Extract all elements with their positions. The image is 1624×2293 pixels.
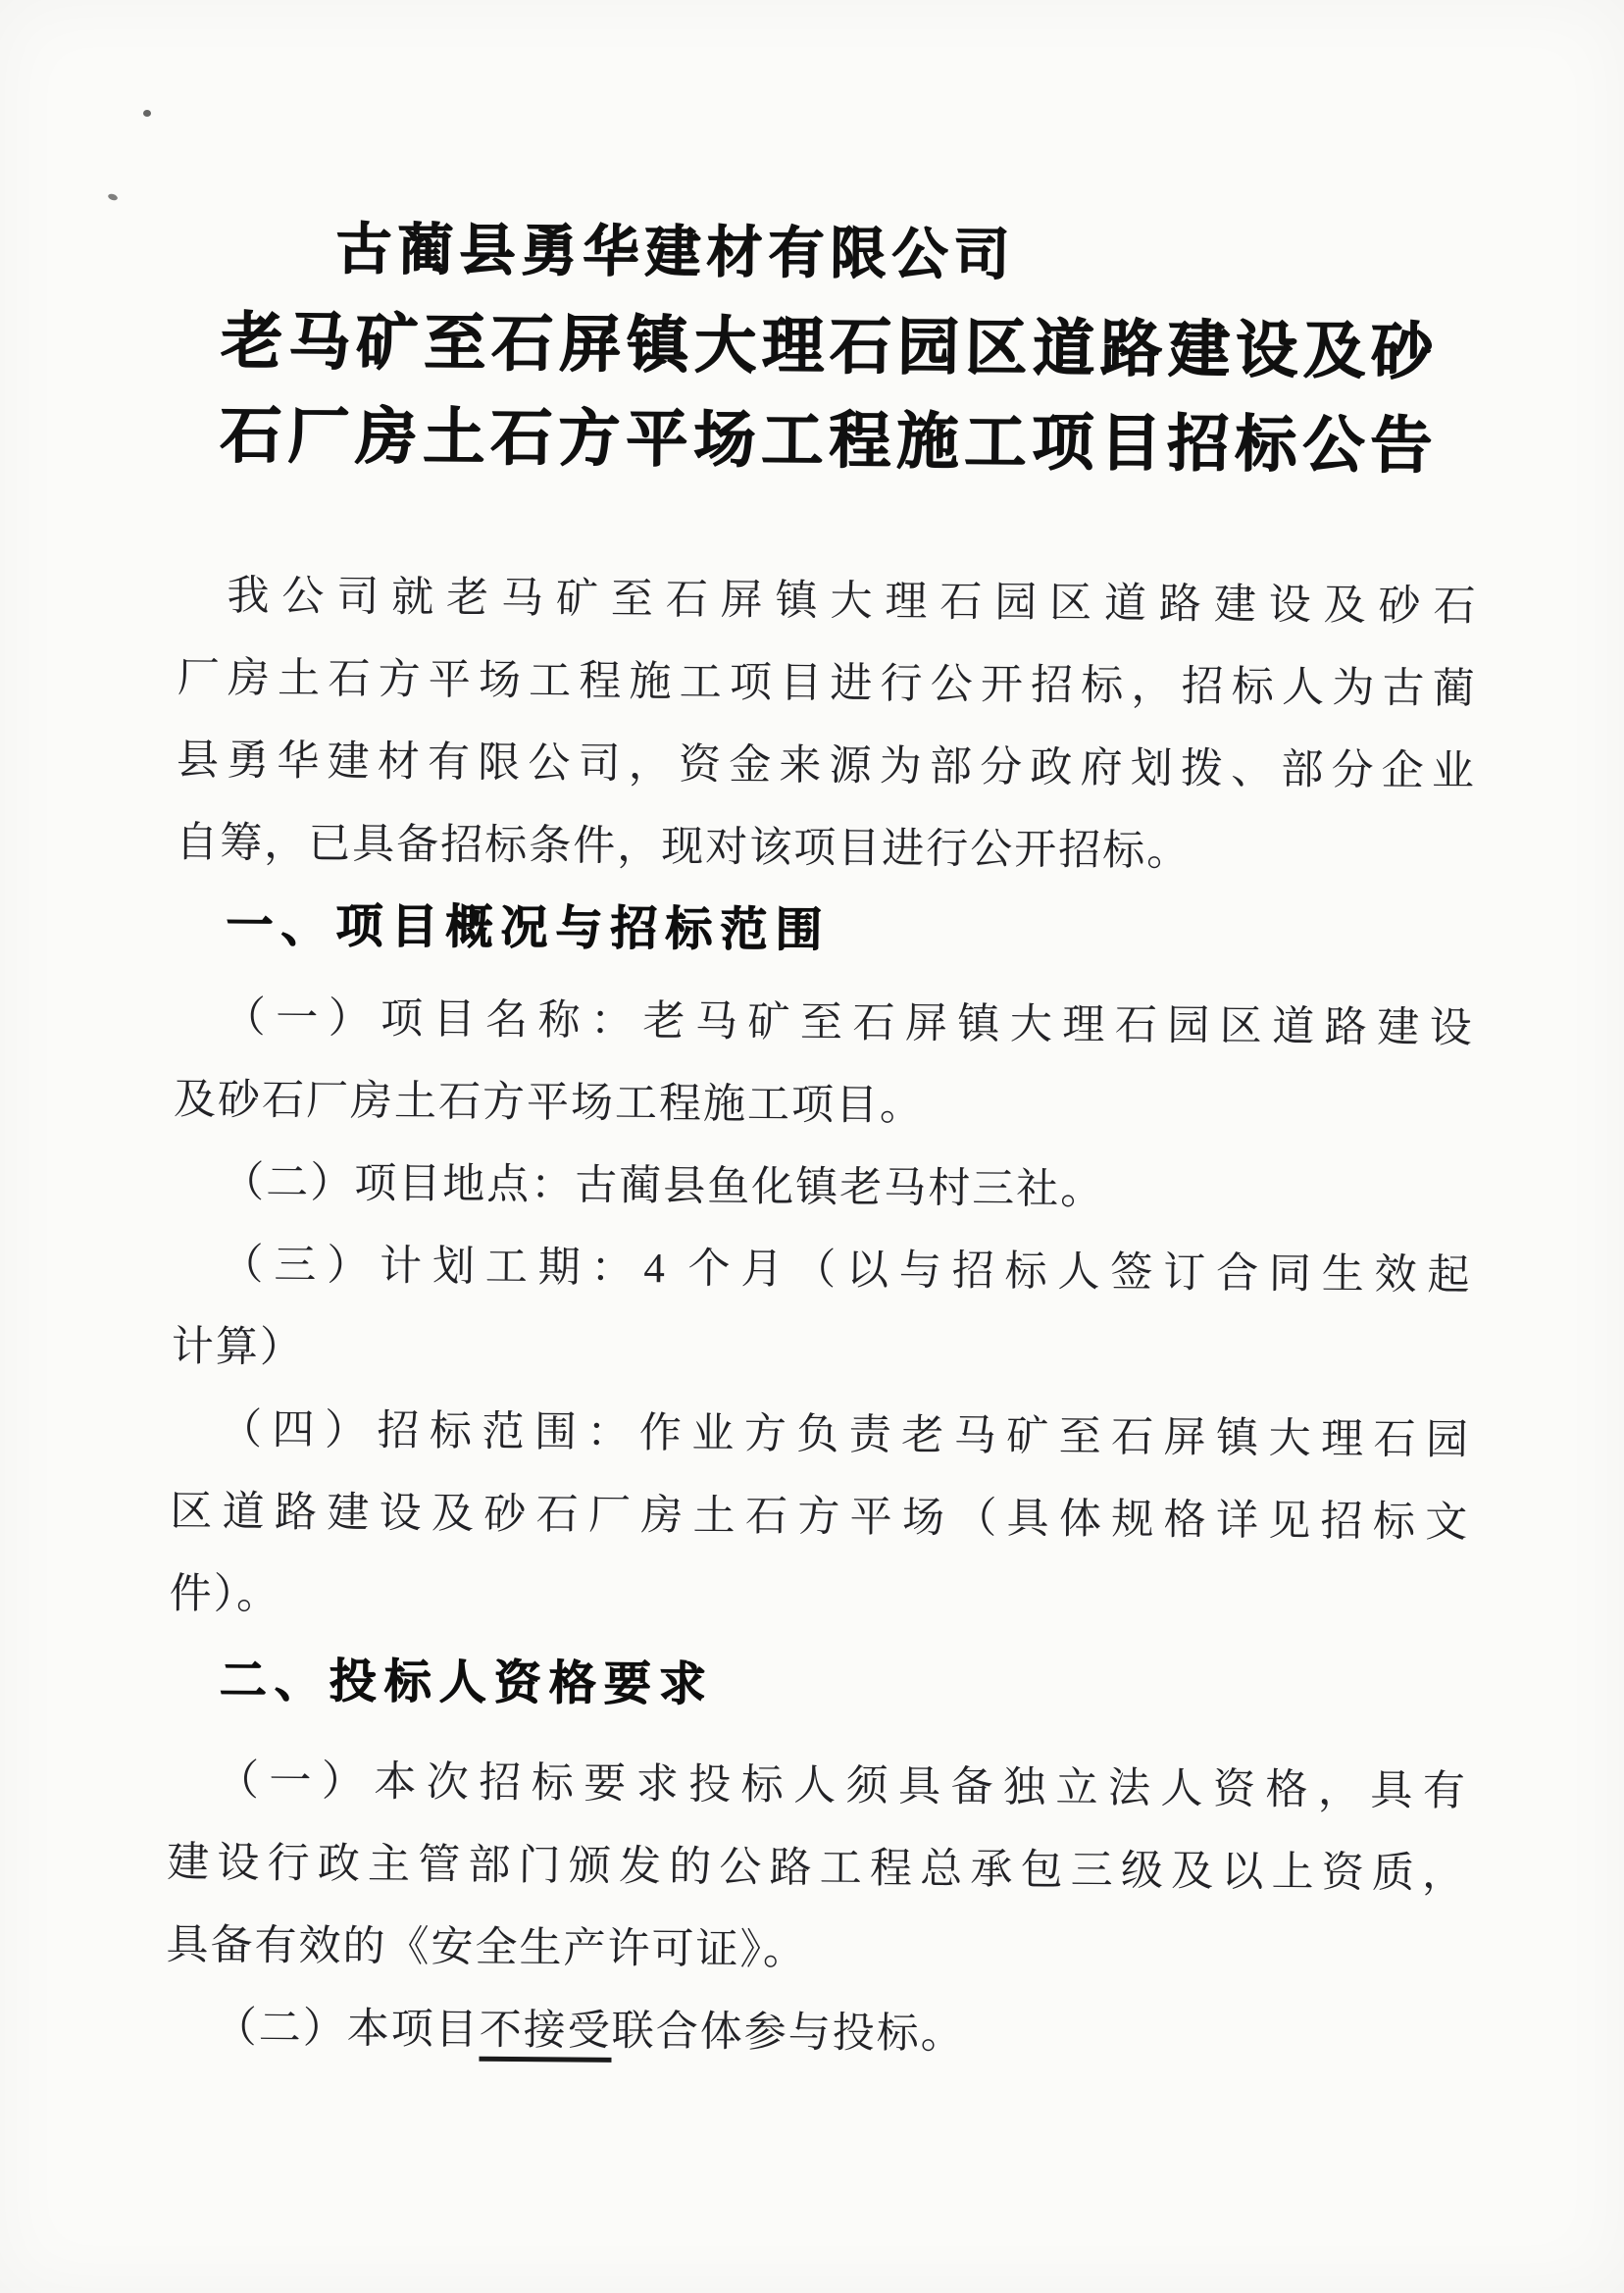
- no-consortium-suffix: 联合体参与投标。: [611, 2008, 965, 2059]
- intro-paragraph: [176, 555, 1478, 896]
- section2-heading: 二、投标人资格要求: [219, 1655, 715, 1711]
- section2-item2-no-consortium: [165, 1987, 1465, 2081]
- title-line-company: 古蔺县勇华建材有限公司: [335, 218, 1016, 287]
- body-line: [165, 1987, 1465, 2081]
- document-title: [179, 202, 1481, 494]
- intro-line: 自筹，已具备招标条件，现对该项目进行公开招标。: [176, 819, 1192, 876]
- body-line: 区道路建设及砂石厂房土石方平场（具体规格详见招标文: [170, 1488, 1470, 1547]
- body-line: 计算）: [171, 1323, 305, 1372]
- intro-line: 厂房土石方平场工程施工项目进行公开招标，招标人为古蔺: [177, 654, 1477, 713]
- section1-item4-bid-scope: [169, 1389, 1470, 1648]
- body-line: 件）。: [169, 1570, 281, 1618]
- body-line: 具备有效的《安全生产许可证》。: [166, 1921, 808, 1974]
- section1-item3-schedule: [171, 1224, 1471, 1401]
- body-line: （二）项目地点：古蔺县鱼化镇老马村三社。: [222, 1159, 1105, 1214]
- section1-item2-project-location: [173, 1142, 1473, 1236]
- underlined-text: 不接受: [479, 2008, 611, 2063]
- intro-line: 我公司就老马矿至石屏镇大理石园区道路建设及砂石: [227, 573, 1478, 631]
- body-line: （四）招标范围：作业方负责老马矿至石屏镇大理石园: [219, 1406, 1471, 1464]
- body-line: 建设行政主管部门颁发的公路工程总承包三级及以上资质，: [167, 1839, 1467, 1898]
- title-line-project-1: 老马矿至石屏镇大理石园区道路建设及砂: [220, 307, 1440, 387]
- title-line-project-2: 石厂房土石方平场工程施工项目招标公告: [220, 401, 1439, 482]
- no-consortium-prefix: （二）本项目: [214, 2005, 480, 2054]
- scan-artifact-speck: [107, 193, 118, 202]
- body-line: （一）项目名称：老马矿至石屏镇大理石园区道路建设: [223, 994, 1474, 1052]
- body-line: （一）本次招标要求投标人须具备独立法人资格，具有: [216, 1758, 1468, 1815]
- body-line: 及砂石厂房土石方平场工程施工项目。: [173, 1076, 925, 1130]
- section2-item1-qualification: [166, 1740, 1467, 1999]
- intro-line: 县勇华建材有限公司，资金来源为部分政府划拨、部分企业: [176, 737, 1477, 795]
- section1-heading: 一、项目概况与招标范围: [226, 899, 831, 957]
- body-line: （三）计划工期：4 个月（以与招标人签订合同生效起: [221, 1242, 1472, 1299]
- scan-artifact-speck: [143, 110, 151, 117]
- document-content: [165, 202, 1481, 2080]
- section1-item1-project-name: [174, 977, 1474, 1153]
